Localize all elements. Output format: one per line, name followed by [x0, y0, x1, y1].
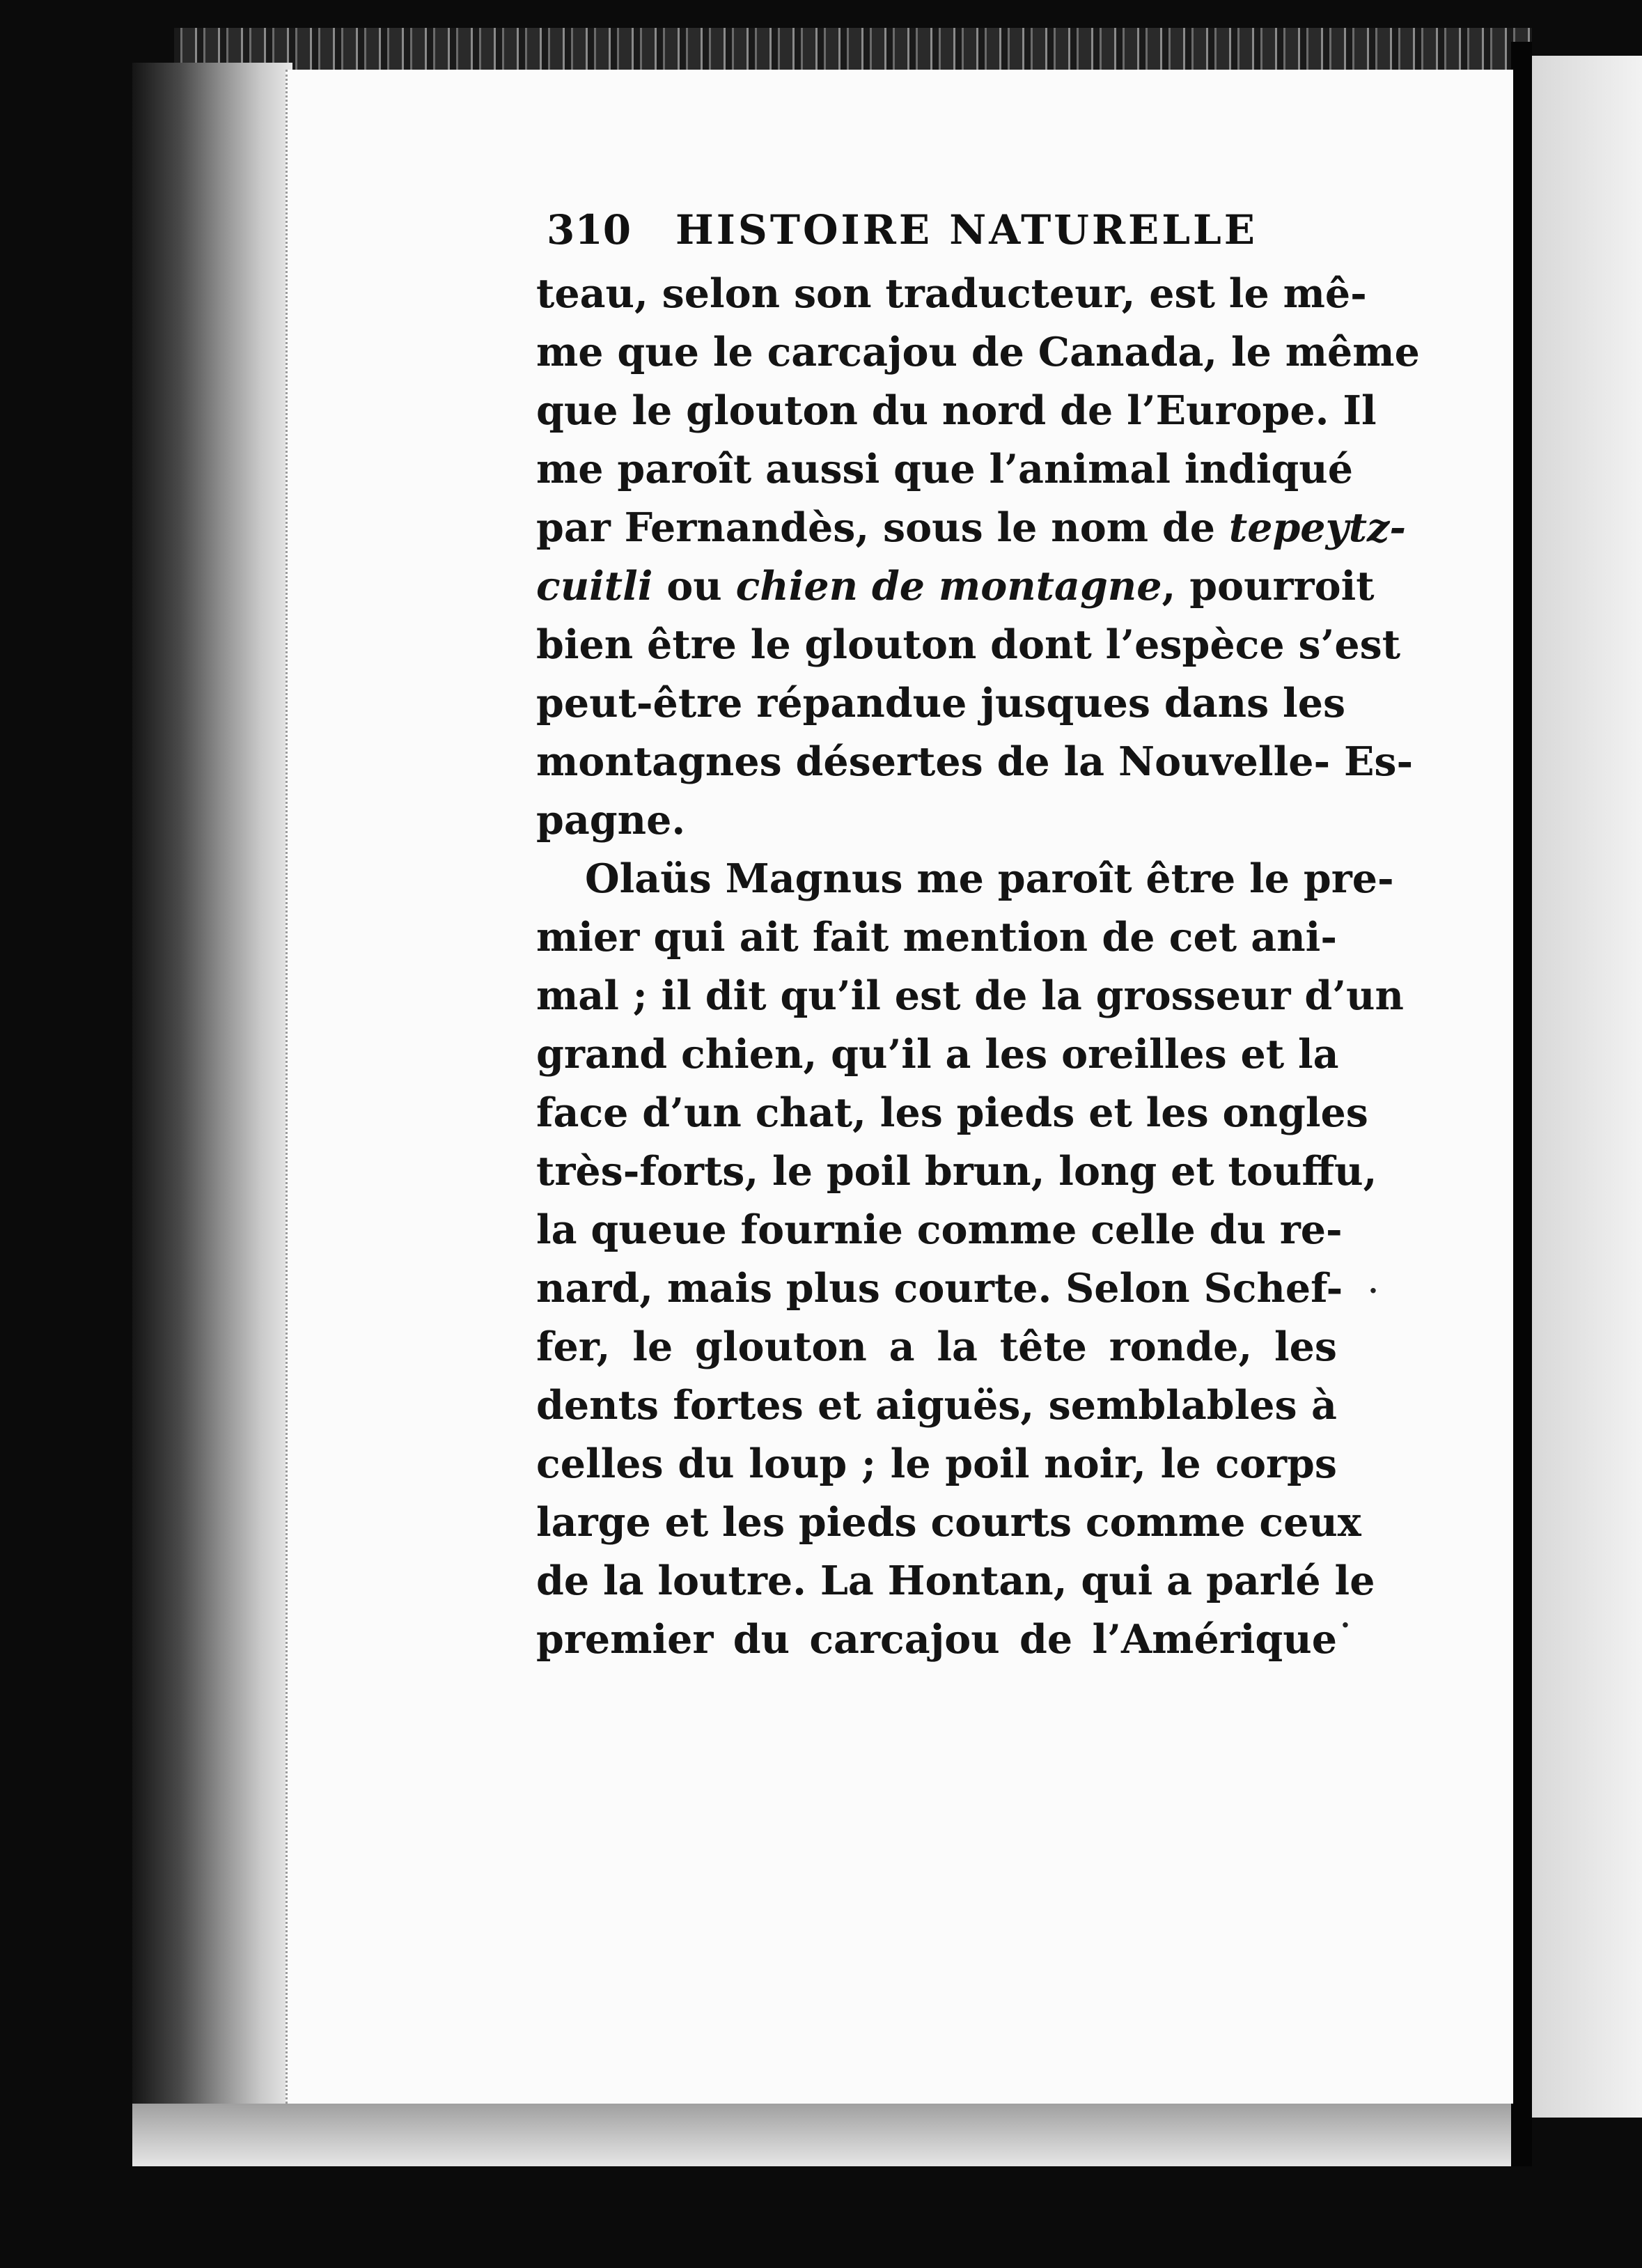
- text-span: , pourroit: [1162, 563, 1375, 609]
- text-span: la queue fournie comme celle du re-: [536, 1206, 1343, 1253]
- text-line: [536, 850, 1394, 908]
- text-line: [536, 1142, 1377, 1201]
- text-span: premier du carcajou de l’Amérique: [536, 1616, 1337, 1663]
- text-span: que le glouton du nord de l’Europe. Il: [536, 387, 1377, 434]
- text-span: face d’un chat, les pieds et les ongles: [536, 1089, 1368, 1136]
- text-line: [536, 1025, 1337, 1084]
- text-span: de la loutre. La Hontan, qui a parlé le: [536, 1558, 1375, 1604]
- italic-term: cuitli: [536, 563, 653, 609]
- text-span: pagne.: [536, 797, 686, 844]
- text-span: teau, selon son traducteur, est le mê-: [536, 270, 1367, 317]
- ink-speck: ·: [1340, 1609, 1350, 1642]
- text-line: [536, 440, 1353, 499]
- text-line: [536, 1084, 1368, 1142]
- body-text: [536, 265, 1420, 1669]
- text-span: très-forts, le poil brun, long et touffu,: [536, 1148, 1377, 1195]
- italic-term: tepeytz-: [1228, 504, 1407, 551]
- text-line: [536, 733, 1414, 791]
- text-line: [536, 499, 1407, 557]
- running-head: HISTOIRE NATURELLE: [675, 206, 1258, 254]
- text-line: [536, 1552, 1375, 1610]
- text-span: bien être le glouton dont l’espèce s’est: [536, 621, 1401, 668]
- text-line: [536, 616, 1401, 674]
- text-line: [536, 967, 1404, 1025]
- page-header: [547, 206, 1347, 269]
- text-line: [536, 674, 1346, 733]
- text-line: [536, 908, 1337, 967]
- text-span: dents fortes et aiguës, semblables à: [536, 1382, 1337, 1429]
- book-bottom-edge: [132, 2104, 1532, 2166]
- text-line: [536, 265, 1367, 323]
- text-span: me paroît aussi que l’animal indiqué: [536, 446, 1353, 492]
- text-line: [536, 323, 1420, 382]
- page-number: 310: [547, 206, 632, 254]
- text-span: me que le carcajou de Canada, le même: [536, 329, 1420, 375]
- text-line: [536, 1493, 1361, 1552]
- text-line: [536, 1318, 1337, 1376]
- page-stack-left: [132, 63, 292, 2166]
- text-span: fer, le glouton a la tête ronde, les: [536, 1323, 1337, 1370]
- text-span: mier qui ait fait mention de cet ani-: [536, 914, 1337, 961]
- text-line: [536, 791, 1337, 850]
- text-line: [536, 1435, 1337, 1493]
- text-line: [536, 1610, 1337, 1669]
- gutter-shadow: [1511, 42, 1532, 2166]
- text-line: [536, 557, 1375, 616]
- text-line: [536, 1201, 1343, 1259]
- text-span: ou: [652, 563, 736, 609]
- text-span: Olaüs Magnus me paroît être le pre-: [585, 855, 1394, 902]
- text-span: grand chien, qu’il a les oreilles et la: [536, 1031, 1339, 1078]
- text-span: par Fernandès, sous le nom de: [536, 504, 1229, 551]
- facing-page-edge: [1532, 56, 1642, 2118]
- text-line: [536, 1376, 1337, 1435]
- text-line: [536, 382, 1377, 440]
- italic-term: chien de montagne: [735, 563, 1162, 609]
- text-span: large et les pieds courts comme ceux: [536, 1499, 1361, 1546]
- ink-speck: ·: [1368, 1275, 1378, 1307]
- text-span: montagnes désertes de la Nouvelle- Es-: [536, 738, 1414, 785]
- text-line: [536, 1259, 1343, 1318]
- text-span: celles du loup ; le poil noir, le corps: [536, 1440, 1337, 1487]
- text-span: peut-être répandue jusques dans les: [536, 680, 1346, 727]
- text-span: nard, mais plus courte. Selon Schef-: [536, 1265, 1343, 1312]
- text-span: mal ; il dit qu’il est de la grosseur d’un: [536, 972, 1404, 1019]
